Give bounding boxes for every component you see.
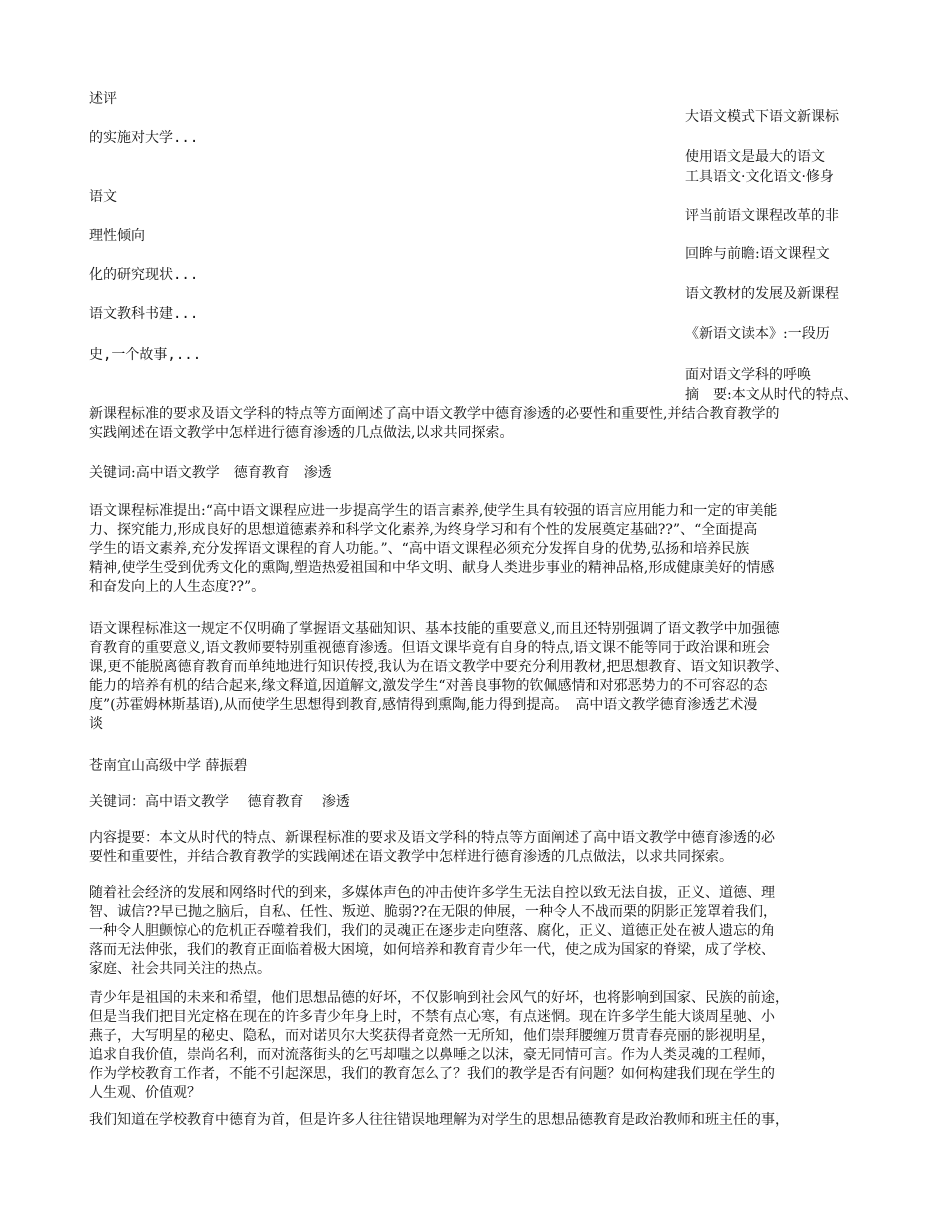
text-line: 学生的语文素养,充分发挥语文课程的育人功能。”、“高中语文课程必须充分发挥自身的优势,弘扬和培养民族	[89, 541, 750, 557]
right-link-3[interactable]: 工具语文·文化语文·修身	[685, 169, 834, 185]
abstract-heading: 摘 要:本文从时代的特点、	[685, 387, 858, 403]
author: 苍南宜山高级中学 薛振碧	[89, 758, 248, 774]
content-summary-paragraph	[89, 829, 879, 867]
keywords-line	[89, 464, 879, 483]
text-line: 和奋发向上的人生态度??”。	[89, 579, 266, 595]
left-link-1[interactable]: 述评	[89, 91, 117, 107]
right-link-5[interactable]: 回眸与前瞻:语文课程文	[685, 246, 830, 262]
closing-paragraph	[89, 1111, 879, 1130]
text-line: 随着社会经济的发展和网络时代的到来，多媒体声色的冲击使许多学生无法自控以致无法自拔，正义、道德、理	[89, 885, 775, 901]
text-line: 人生观、价值观？	[89, 1085, 201, 1101]
right-link-2[interactable]: 使用语文是最大的语文	[685, 149, 825, 165]
text-line: 实践阐述在语文教学中怎样进行德育渗透的几点做法,以求共同探索。	[89, 425, 514, 441]
right-link-8[interactable]: 面对语文学科的呼唤	[685, 367, 811, 383]
text-line: 智、诚信??早已抛之脑后，自私、任性、叛逆、脆弱??在无限的伸展，一种令人不战而栗的阴影正笼罩着我们，	[89, 904, 778, 920]
text-line: 育教育的重要意义,语文教师要特别重视德育渗透。但语文课毕竟有自身的特点,语文课不能等同于政治课和班会	[89, 640, 770, 656]
significance-paragraph	[89, 620, 879, 734]
text-line: 能力的培养有机的结合起来,缘文释道,因道解文,激发学生“对善良事物的钦佩感情和对邪恶势力的不可容忍的态	[89, 678, 768, 694]
text-line: 关键词:高中语文教学 德育教育 渗透	[89, 465, 332, 481]
text-line: 一种令人胆颤惊心的危机正吞噬着我们，我们的灵魂正在逐步走向堕落、腐化，正义、道德正处在被人遗忘的角	[89, 923, 775, 939]
youth-paragraph	[89, 989, 879, 1103]
right-link-7[interactable]: 《新语文读本》:一段历	[685, 326, 830, 342]
text-line: 课,更不能脱离德育教育而单纯地进行知识传授,我认为在语文教学中要充分利用教材,把思想教育、语文知识教学、	[89, 659, 789, 675]
text-line: 度”(苏霍姆林斯基语),从而使学生思想得到教育,感情得到熏陶,能力得到提高。 高中语文教学德育渗透艺术漫	[89, 697, 758, 713]
text-line: 关键词：高中语文教学 德育教育 渗透	[89, 794, 350, 810]
text-line: 力、探究能力,形成良好的思想道德素养和科学文化素养,为终身学习和有个性的发展奠定基础??”、“全面提高	[89, 522, 758, 538]
text-line: 我们知道在学校教育中德育为首，但是许多人往往错误地理解为对学生的思想品德教育是政治教师和班主任的事，	[89, 1112, 789, 1128]
right-link-6[interactable]: 语文教材的发展及新课程	[685, 286, 839, 302]
right-link-1[interactable]: 大语文模式下语文新课标	[685, 109, 839, 125]
text-line: 落而无法伸张，我们的教育正面临着极大困境，如何培养和教育青少年一代，使之成为国家的脊梁，成了学校、	[89, 942, 775, 958]
text-line: 家庭、社会共同关注的热点。	[89, 961, 271, 977]
left-link-2[interactable]: 的实施对大学...	[89, 130, 199, 146]
text-line: 谈	[89, 716, 103, 732]
text-line: 追求自我价值，崇尚名利，而对流落街头的乞丐却嗤之以鼻唾之以沫，豪无同情可言。作为人类灵魂的工程师，	[89, 1047, 775, 1063]
text-line: 语文课程标准提出:“高中语文课程应进一步提高学生的语言素养,使学生具有较强的语言应用能力和一定的审美能	[89, 503, 778, 519]
text-line: 青少年是祖国的未来和希望，他们思想品德的好坏，不仅影响到社会风气的好坏，也将影响到国家、民族的前途，	[89, 990, 789, 1006]
left-link-3[interactable]: 语文	[89, 189, 117, 205]
text-line: 作为学校教育工作者，不能不引起深思，我们的教育怎么了？我们的教学是否有问题？如何构建我们现在学生的	[89, 1066, 775, 1082]
author-line	[89, 757, 879, 776]
standard-paragraph	[89, 502, 879, 597]
right-link-4[interactable]: 评当前语文课程改革的非	[685, 208, 839, 224]
left-link-5[interactable]: 化的研究现状...	[89, 267, 199, 283]
text-line: 但是当我们把目光定格在现在的许多青少年身上时，不禁有点心寒，有点迷惘。现在许多学生能大谈周星驰、小	[89, 1009, 775, 1025]
left-link-6[interactable]: 语文教科书建...	[89, 306, 199, 322]
text-line: 精神,使学生受到优秀文化的熏陶,塑造热爱祖国和中华文明、献身人类进步事业的精神品格,形成健康美好的情感	[89, 560, 775, 576]
text-line: 内容提要：本文从时代的特点、新课程标准的要求及语文学科的特点等方面阐述了高中语文教学中德育渗透的必	[89, 830, 775, 846]
left-link-7[interactable]: 史,一个故事,...	[89, 347, 202, 363]
text-line: 语文课程标准这一规定不仅明确了掌握语文基础知识、基本技能的重要意义,而且还特别强调了语文教学中加强德	[89, 621, 780, 637]
abstract-paragraph	[89, 405, 879, 443]
left-link-4[interactable]: 理性倾向	[89, 228, 145, 244]
text-line: 燕子，大写明星的秘史、隐私，而对诺贝尔大奖获得者竟然一无所知，他们崇拜腰缠万贯青春亮丽的影视明星，	[89, 1028, 775, 1044]
keywords-line-2	[89, 793, 879, 812]
text-line: 新课程标准的要求及语文学科的特点等方面阐述了高中语文教学中德育渗透的必要性和重要性,并结合教育教学的	[89, 406, 780, 422]
text-line: 要性和重要性，并结合教育教学的实践阐述在语文教学中怎样进行德育渗透的几点做法，以求共同探索。	[89, 849, 733, 865]
society-paragraph	[89, 884, 879, 979]
